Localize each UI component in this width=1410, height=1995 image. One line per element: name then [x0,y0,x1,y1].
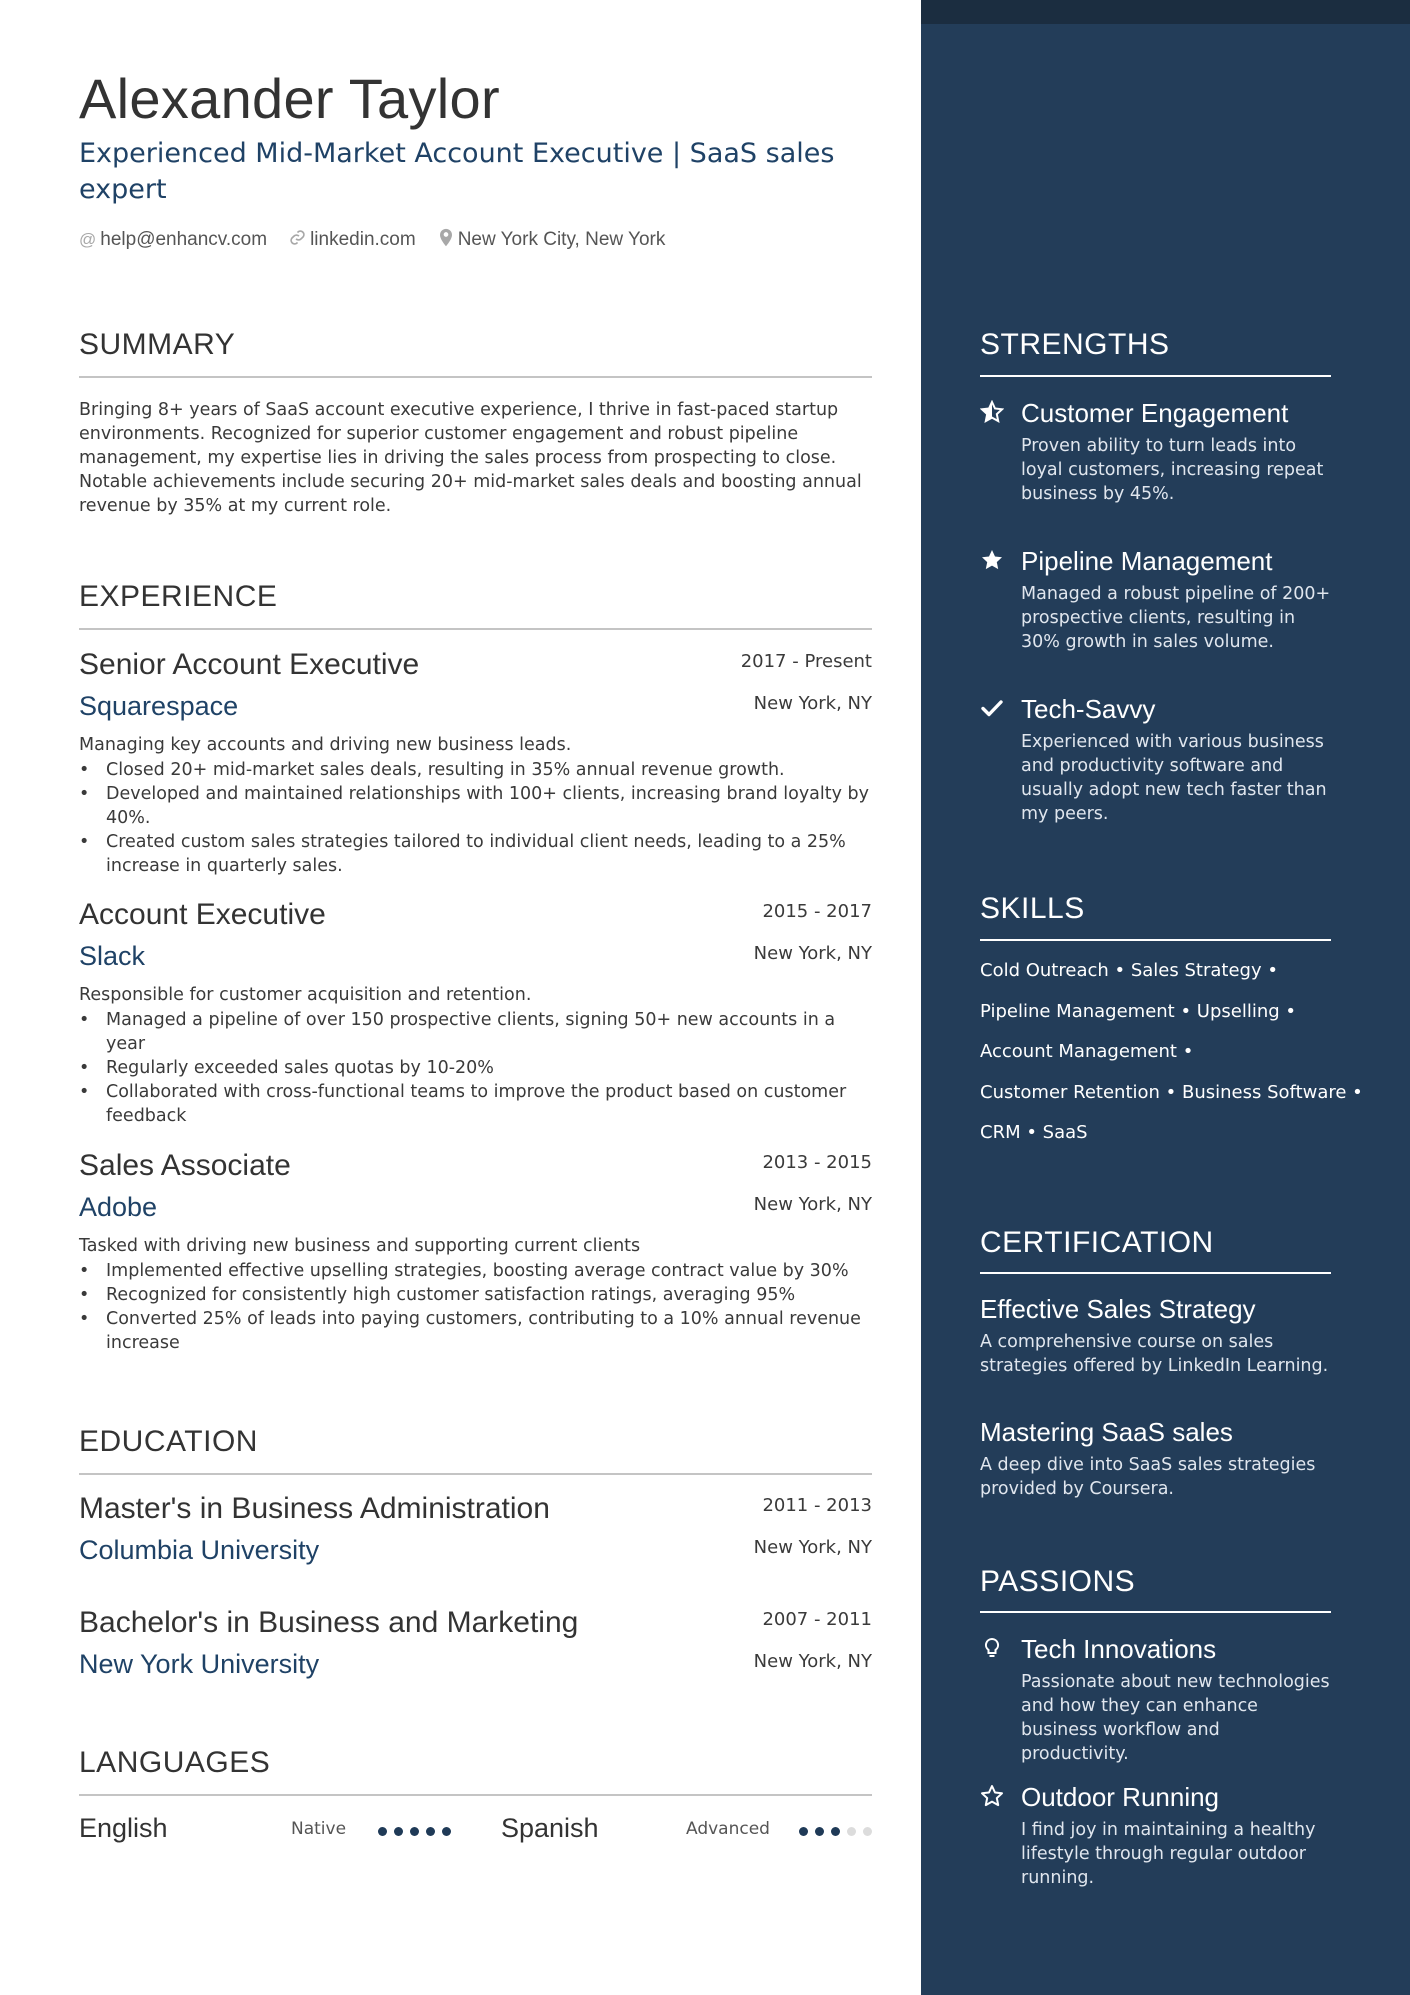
certification-divider [980,1272,1331,1274]
job-description: Tasked with driving new business and supporting current clients [79,1236,641,1256]
location-pin-icon [438,228,454,252]
job-bullet: • Developed and maintained relationships with 100+ clients, increasing brand loyalty by 40%. [79,782,872,830]
certification-title: Effective Sales Strategy [980,1294,1256,1324]
skills-divider [980,939,1331,941]
summary-heading: SUMMARY [79,328,236,361]
lightbulb-icon [980,1636,1004,1660]
job-location: New York, NY [753,943,872,964]
rating-dot-filled [394,1827,403,1836]
rating-dot-filled [799,1827,808,1836]
job-bullet: • Regularly exceeded sales quotas by 10-20% [79,1056,872,1080]
half-star-icon [980,400,1004,424]
job-title: Senior Account Executive [79,648,420,681]
contact-bar [79,228,687,252]
passion-description: Passionate about new technologies and how they can enhance business workflow and productivity. [1021,1672,1330,1764]
certification-heading: CERTIFICATION [980,1226,1214,1259]
job-description: Responsible for customer acquisition and retention. [79,985,532,1005]
certification-description: A deep dive into SaaS sales strategies provided by Coursera. [980,1455,1316,1499]
rating-dot-filled [831,1827,840,1836]
job-bullet: • Implemented effective upselling strategies, boosting average contract value by 30% [79,1259,872,1283]
education-date: 2007 - 2011 [762,1609,872,1630]
skills-line: CRM • SaaS [980,1122,1088,1143]
job-bullets [79,1259,872,1355]
at-icon: @ [79,230,97,249]
skills-line: Account Management • [980,1041,1194,1062]
checkmark-icon [980,696,1004,720]
contact-email-text: help@enhancv.com [100,229,268,250]
job-date: 2017 - Present [740,651,872,672]
languages-divider [79,1794,872,1796]
job-date: 2015 - 2017 [762,901,872,922]
job-company: Squarespace [79,691,239,721]
language-level: Native [291,1819,347,1839]
job-bullet: • Closed 20+ mid-market sales deals, resulting in 35% annual revenue growth. [79,758,872,782]
school-name: Columbia University [79,1535,320,1565]
contact-location-text: New York City, New York [457,229,666,250]
link-icon [289,229,306,251]
job-location: New York, NY [753,693,872,714]
skills-line: Pipeline Management • Upselling • [980,1001,1297,1022]
contact-linkedin[interactable] [289,229,416,251]
language-name: Spanish [501,1813,599,1843]
strength-description: Managed a robust pipeline of 200+ prospective clients, resulting in 30% growth in sales volume. [1021,584,1331,652]
contact-location [438,228,666,252]
skills-heading: SKILLS [980,892,1085,925]
degree-title: Master's in Business Administration [79,1492,550,1525]
passions-heading: PASSIONS [980,1565,1136,1598]
language-level: Advanced [686,1819,770,1839]
passion-description: I find joy in maintaining a healthy lifestyle through regular outdoor running. [1021,1820,1316,1888]
languages-heading: LANGUAGES [79,1746,271,1779]
job-company: Slack [79,941,146,971]
job-title: Sales Associate [79,1149,291,1182]
school-name: New York University [79,1649,320,1679]
education-location: New York, NY [753,1537,872,1558]
sidebar-top-band [921,0,1410,24]
contact-linkedin-text: linkedin.com [310,229,416,250]
strengths-divider [980,375,1331,377]
job-bullets [79,758,872,878]
language-name: English [79,1813,168,1843]
languages-row [79,1813,872,1853]
job-bullet: • Collaborated with cross-functional teams to improve the product based on customer feedback [79,1080,872,1128]
certification-description: A comprehensive course on sales strategies offered by LinkedIn Learning. [980,1332,1329,1376]
job-bullet: • Created custom sales strategies tailored to individual client needs, leading to a 25% increase in quarterly sales. [79,830,872,878]
passions-divider [980,1611,1331,1613]
strength-title: Customer Engagement [1021,398,1289,428]
rating-dot-empty [863,1827,872,1836]
experience-heading: EXPERIENCE [79,580,278,613]
job-location: New York, NY [753,1194,872,1215]
rating-dot-filled [815,1827,824,1836]
job-bullet: • Converted 25% of leads into paying customers, contributing to a 10% annual revenue increase [79,1307,872,1355]
rating-dot-filled [426,1827,435,1836]
rating-dot-filled [378,1827,387,1836]
rating-dot-filled [410,1827,419,1836]
job-company: Adobe [79,1192,158,1222]
contact-email[interactable] [79,229,267,251]
rating-dot-filled [442,1827,451,1836]
strength-description: Experienced with various business and productivity software and usually adopt new tech faster than my peers. [1021,732,1327,824]
job-title: Account Executive [79,898,326,931]
strengths-heading: STRENGTHS [980,328,1170,361]
summary-divider [79,376,872,378]
language-rating [378,1827,458,1836]
language-rating [799,1827,879,1836]
star-icon [980,548,1004,572]
education-date: 2011 - 2013 [762,1495,872,1516]
star-outline-icon [980,1784,1004,1808]
passion-title: Outdoor Running [1021,1782,1220,1812]
job-bullets [79,1008,872,1128]
education-heading: EDUCATION [79,1425,258,1458]
strength-title: Pipeline Management [1021,546,1273,576]
passion-title: Tech Innovations [1021,1634,1217,1664]
experience-divider [79,628,872,630]
rating-dot-empty [847,1827,856,1836]
job-bullet: • Recognized for consistently high customer satisfaction ratings, averaging 95% [79,1283,872,1307]
education-location: New York, NY [753,1651,872,1672]
summary-text: Bringing 8+ years of SaaS account executive experience, I thrive in fast-paced startup environments. Recognized for superior customer engagement and robust pipeline management, my expertise lies in driving the sales process from prospecting to close. Notable achievements include securing 20+ mid-market sales deals and boosting annual revenue by 35% at my current role. [79,400,862,516]
job-date: 2013 - 2015 [762,1152,872,1173]
skills-line: Cold Outreach • Sales Strategy • [980,960,1278,981]
degree-title: Bachelor's in Business and Marketing [79,1606,579,1639]
job-bullet: • Managed a pipeline of over 150 prospective clients, signing 50+ new accounts in a year [79,1008,872,1056]
candidate-name: Alexander Taylor [79,67,500,130]
candidate-headline: Experienced Mid-Market Account Executive | SaaS sales expert [79,138,835,205]
strength-title: Tech-Savvy [1021,694,1156,724]
skills-line: Customer Retention • Business Software • [980,1082,1363,1103]
education-divider [79,1473,872,1475]
strength-description: Proven ability to turn leads into loyal customers, increasing repeat business by 45%. [1021,436,1324,504]
certification-title: Mastering SaaS sales [980,1417,1233,1447]
job-description: Managing key accounts and driving new business leads. [79,735,572,755]
